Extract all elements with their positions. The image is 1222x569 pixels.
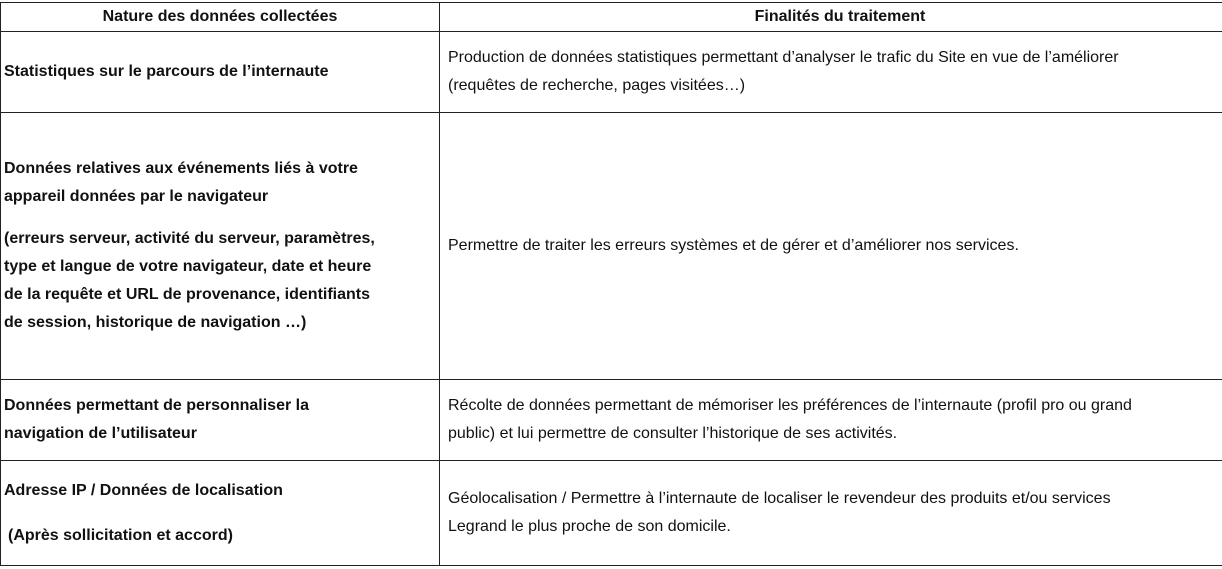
header-finalites: Finalités du traitement	[440, 3, 1222, 32]
table-row	[1, 113, 1222, 380]
table-header-row	[1, 3, 1222, 32]
nature-text: appareil données par le navigateur	[4, 188, 269, 205]
nature-cell	[1, 113, 440, 380]
table-row	[1, 32, 1222, 113]
finalite-text: Permettre de traiter les erreurs systèmes et de gérer et d’améliorer nos services.	[448, 237, 1019, 254]
finalite-text: Production de données statistiques permettant d’analyser le trafic du Site en vue de l’améliorer	[448, 49, 1119, 66]
finalite-cell	[440, 32, 1222, 113]
finalite-text: (requêtes de recherche, pages visitées…)	[448, 77, 746, 94]
finalite-text: public) et lui permettre de consulter l’historique de ses activités.	[448, 425, 898, 442]
nature-text: de session, historique de navigation …)	[4, 314, 307, 331]
nature-text: type et langue de votre navigateur, date et heure	[4, 258, 372, 275]
finalite-cell	[440, 380, 1222, 461]
nature-text: Adresse IP / Données de localisation	[4, 481, 283, 499]
table-row	[1, 380, 1222, 461]
nature-text: Statistiques sur le parcours de l’internaute	[4, 63, 329, 80]
nature-cell	[1, 32, 440, 113]
nature-text: (Après sollicitation et accord)	[8, 526, 233, 544]
header-nature: Nature des données collectées	[1, 3, 440, 32]
finalite-text: Legrand le plus proche de son domicile.	[448, 518, 731, 535]
paragraph-gap	[4, 211, 436, 225]
nature-cell	[1, 380, 440, 461]
finalite-cell	[440, 461, 1222, 566]
finalite-cell	[440, 113, 1222, 380]
paragraph-gap	[4, 505, 436, 522]
nature-text: (erreurs serveur, activité du serveur, paramètres,	[4, 230, 375, 247]
finalite-text: Récolte de données permettant de mémoriser les préférences de l’internaute (profil pro ou grand	[448, 397, 1132, 414]
nature-text: de la requête et URL de provenance, identifiants	[4, 286, 371, 303]
nature-cell	[1, 461, 440, 566]
nature-text: Données relatives aux événements liés à votre	[4, 160, 358, 177]
nature-text: Données permettant de personnaliser la	[4, 397, 309, 414]
finalite-text: Géolocalisation / Permettre à l’internaute de localiser le revendeur des produits et/ou services	[448, 490, 1111, 507]
table-row	[1, 461, 1222, 566]
nature-text: navigation de l’utilisateur	[4, 425, 197, 442]
data-processing-table	[0, 2, 1222, 566]
